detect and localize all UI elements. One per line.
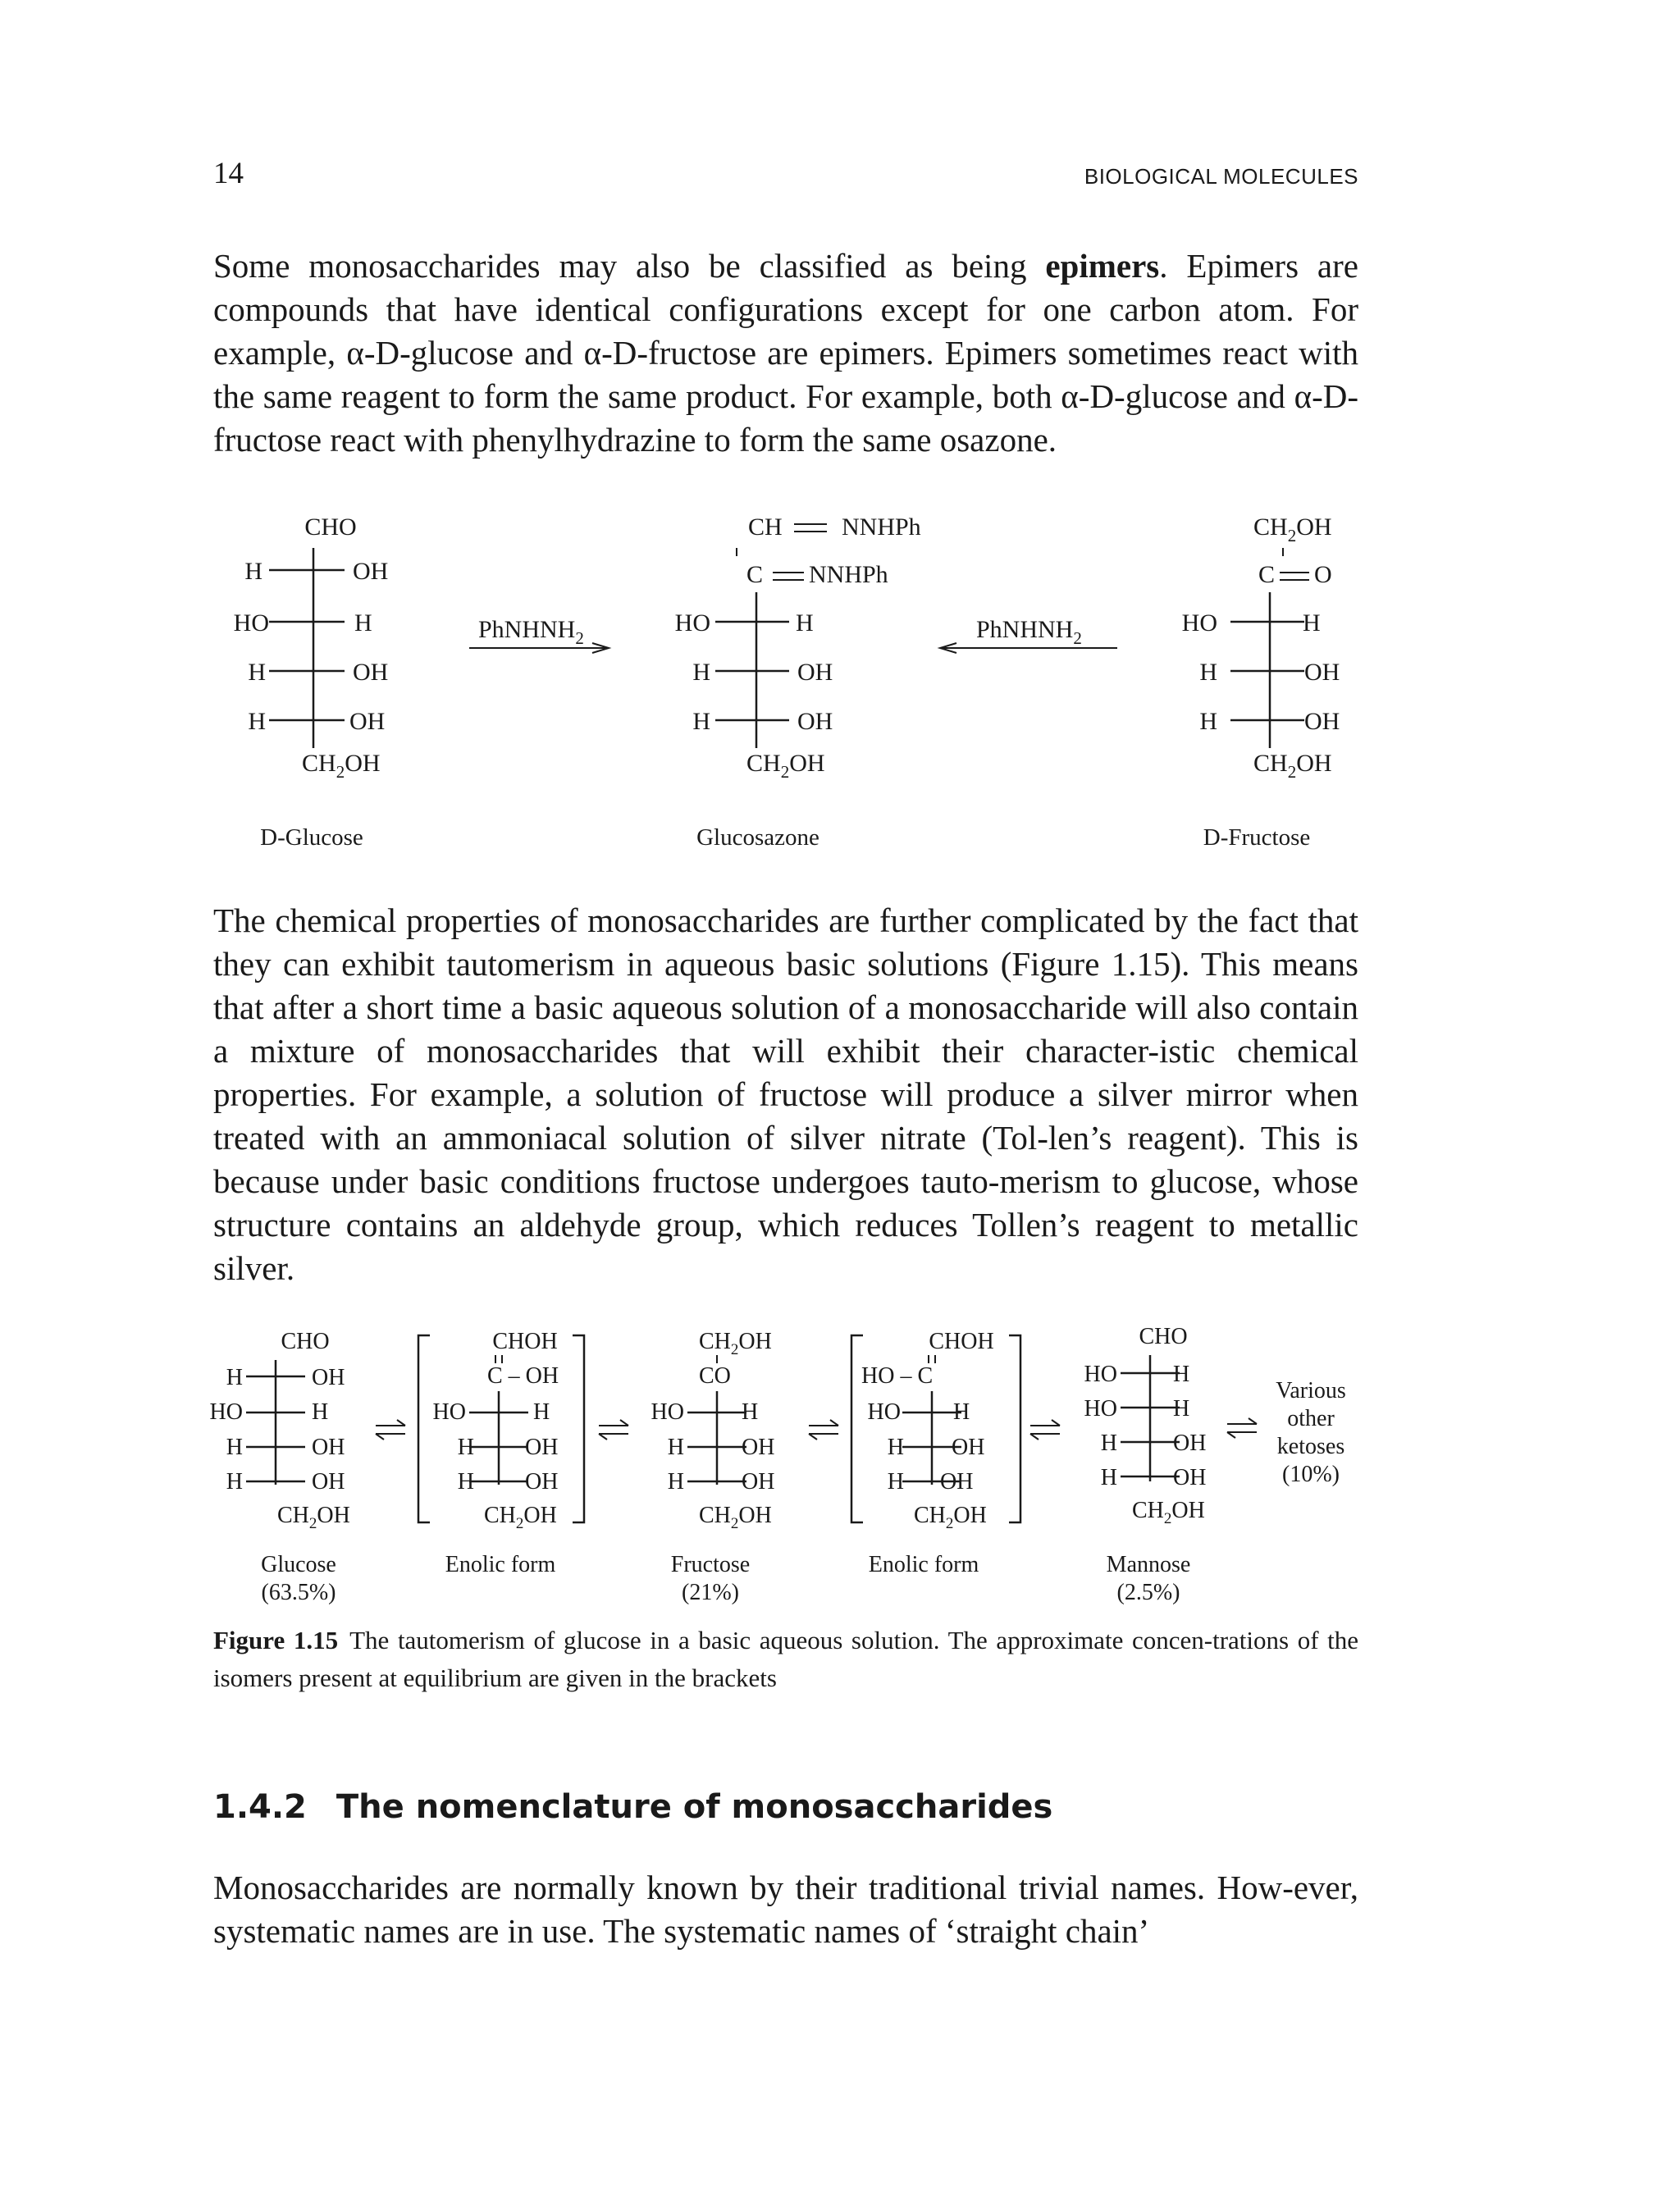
svg-text:OH: OH — [312, 1435, 345, 1460]
osazone-top2-right: NNHPh — [809, 561, 888, 588]
structure-glucosazone — [675, 513, 921, 851]
running-title: BIOLOGICAL MOLECULES — [1084, 164, 1358, 189]
svg-text:Glucose: Glucose — [261, 1552, 336, 1577]
equilibrium-arrow-2 — [599, 1420, 628, 1440]
equilibrium-arrow-4 — [1030, 1420, 1060, 1440]
svg-text:H: H — [667, 1469, 684, 1495]
glucose-c5-left: H — [248, 708, 266, 735]
glucose-c5-right: OH — [349, 708, 386, 735]
glucose-c3-right: H — [354, 609, 372, 637]
page-number: 14 — [213, 157, 244, 190]
svg-text:CH2OH: $CH_2OH$ — [699, 1329, 772, 1358]
fructose-c4-left: H — [1199, 659, 1217, 686]
svg-text:HO: HO — [1084, 1396, 1117, 1422]
svg-text:OH: OH — [952, 1435, 985, 1460]
svg-text:HO: HO — [651, 1399, 684, 1425]
svg-text:H: H — [667, 1435, 684, 1460]
svg-text:H: H — [226, 1469, 243, 1495]
fructose-carbonyl-o: O — [1314, 561, 1332, 588]
osazone-c3-right: H — [796, 609, 814, 637]
label-glucosazone: Glucosazone — [696, 824, 819, 851]
caption-text: The tautomerism of glucose in a basic aqueous solution. The approximate concen-trations of the isomers present at equilibrium are given in the brackets — [213, 1626, 1359, 1692]
svg-text:H: H — [457, 1435, 474, 1460]
svg-text:CH2OH: $CH_2OH$ — [699, 1503, 772, 1532]
fructose-c5-left: H — [1199, 708, 1217, 735]
section-number: 1.4.2 — [213, 1788, 307, 1826]
svg-text:Enolic form: Enolic form — [445, 1552, 556, 1577]
paragraph-tautomerism — [213, 899, 1358, 1290]
osazone-c5-right: OH — [797, 708, 833, 735]
fructose-bottom: $CH_2OH$ — [1253, 750, 1332, 782]
osazone-top1-right: NNHPh — [842, 513, 921, 541]
osazone-top1: CH — [748, 513, 783, 541]
svg-text:H: H — [887, 1469, 904, 1495]
svg-text:CHOH: CHOH — [929, 1329, 994, 1354]
svg-text:H: H — [312, 1399, 329, 1425]
svg-text:(63.5%): (63.5%) — [261, 1580, 336, 1605]
glucose-c4-left: H — [248, 659, 266, 686]
svg-text:OH: OH — [1173, 1431, 1207, 1456]
equilibrium-arrow-5 — [1227, 1418, 1257, 1438]
svg-text:OH: OH — [525, 1469, 559, 1495]
caption-label: Figure 1.15 — [213, 1626, 339, 1654]
svg-text:Various: Various — [1276, 1378, 1346, 1403]
fig-enolic-form-1 — [418, 1329, 584, 1577]
svg-text:CHOH: CHOH — [492, 1329, 558, 1354]
osazone-c3-left: HO — [674, 609, 710, 637]
glucose-bottom: $CH_2OH$ — [302, 750, 381, 782]
structure-d-fructose — [1182, 513, 1340, 851]
svg-text:HO: HO — [867, 1399, 901, 1425]
para1-start: Some monosaccharides may also be classified as being — [213, 247, 1046, 285]
fructose-c4-right: OH — [1304, 659, 1340, 686]
osazone-c5-left: H — [692, 708, 710, 735]
svg-text:OH: OH — [940, 1469, 974, 1495]
svg-text:OH: OH — [742, 1435, 775, 1460]
svg-text:PhNHNH2: PhNHNH$_2$ — [976, 616, 1082, 648]
svg-text:other: other — [1287, 1406, 1335, 1431]
label-d-fructose: D-Fructose — [1203, 824, 1311, 851]
section-title: The nomenclature of monosaccharides — [336, 1788, 1053, 1826]
reaction-arrow-reverse — [940, 616, 1117, 653]
fig-mannose — [1084, 1324, 1207, 1605]
glucose-c2-left: H — [244, 558, 262, 585]
fructose-c3-right: H — [1303, 609, 1321, 637]
svg-text:CH2OH: $CH_2OH$ — [1132, 1498, 1205, 1527]
svg-text:CH2OH: $CH_2OH$ — [277, 1503, 350, 1532]
svg-text:PhNHNH2: PhNHNH$_2$ — [478, 616, 584, 648]
svg-text:OH: OH — [1173, 1465, 1207, 1490]
figure-caption — [213, 1622, 1358, 1697]
fructose-top: $CH_2OH$ — [1253, 513, 1332, 545]
fructose-c3-left: HO — [1181, 609, 1217, 637]
figure-1-15 — [0, 1321, 1680, 1608]
svg-text:(21%): (21%) — [682, 1580, 739, 1605]
svg-text:CH2OH: $CH_2OH$ — [914, 1503, 987, 1532]
svg-text:H: H — [1173, 1362, 1190, 1387]
svg-text:H: H — [226, 1435, 243, 1460]
svg-text:HO – C: HO – C — [861, 1363, 934, 1389]
osazone-top2: C — [746, 561, 764, 588]
glucose-c3-left: HO — [233, 609, 269, 637]
svg-text:H: H — [953, 1399, 970, 1425]
svg-text:ketoses: ketoses — [1276, 1434, 1345, 1459]
svg-text:H: H — [533, 1399, 550, 1425]
equilibrium-arrow-1 — [376, 1420, 405, 1440]
osazone-c4-right: OH — [797, 659, 833, 686]
glucose-c2-right: OH — [353, 558, 389, 585]
svg-text:OH: OH — [525, 1435, 559, 1460]
svg-text:Mannose: Mannose — [1106, 1552, 1191, 1577]
fructose-c5-right: OH — [1304, 708, 1340, 735]
label-d-glucose: D-Glucose — [260, 824, 363, 851]
glucose-top: CHO — [304, 513, 357, 541]
svg-text:H: H — [226, 1365, 243, 1390]
svg-text:Enolic form: Enolic form — [868, 1552, 979, 1577]
svg-text:(2.5%): (2.5%) — [1116, 1580, 1180, 1605]
svg-text:HO: HO — [209, 1399, 243, 1425]
svg-text:OH: OH — [742, 1469, 775, 1495]
svg-text:CH2OH: $CH_2OH$ — [484, 1503, 557, 1532]
paragraph-epimers — [213, 244, 1358, 462]
svg-text:OH: OH — [312, 1365, 345, 1390]
fructose-carbonyl-c: C — [1258, 561, 1276, 588]
section-heading — [213, 1788, 1052, 1826]
svg-text:H: H — [1100, 1465, 1117, 1490]
structure-d-glucose — [234, 513, 389, 851]
svg-text:CHO: CHO — [1139, 1324, 1188, 1349]
paragraph-nomenclature — [213, 1866, 1358, 1953]
osazone-bottom: $CH_2OH$ — [746, 750, 825, 782]
svg-text:H: H — [887, 1435, 904, 1460]
reaction-arrow-forward — [469, 616, 609, 653]
svg-text:H: H — [457, 1469, 474, 1495]
svg-text:CHO: CHO — [281, 1329, 330, 1354]
glucose-c4-right: OH — [353, 659, 389, 686]
svg-text:OH: OH — [312, 1469, 345, 1495]
svg-text:HO: HO — [1084, 1362, 1117, 1387]
fig-other-ketoses — [1276, 1378, 1346, 1487]
svg-text:H: H — [742, 1399, 759, 1425]
svg-text:C – OH: C – OH — [487, 1363, 559, 1389]
fig-enolic-form-2 — [851, 1329, 1020, 1577]
svg-text:H: H — [1173, 1396, 1190, 1422]
fig-glucose — [210, 1329, 350, 1605]
svg-text:HO: HO — [432, 1399, 466, 1425]
para2-text: The chemical properties of monosaccharides are further complicated by the fact that they can exhibit tautomerism in aqueous basic solutions (Figure 1.15). This means that after a short time a basic aqueous solution of a monosaccharide will also contain a mixture of monosaccharides that will exhibit their character-istic chemical properties. For example, a solution of fructose will produce a silver mirror when treated with an ammoniacal solution of silver nitrate (Tol-len’s reagent). This is because under basic conditions fructose undergoes tauto-merism to glucose, whose structure contains an aldehyde group, which reduces Tollen’s reagent to metallic silver. — [213, 901, 1358, 1287]
svg-text:CO: CO — [699, 1363, 731, 1389]
svg-text:(10%): (10%) — [1282, 1462, 1340, 1487]
equilibrium-arrow-3 — [809, 1420, 838, 1440]
para1-rest: . Epimers are compounds that have identical configurations except for one carbon atom. For example, α-D-glucose and α-D-fructose are epimers. Epimers sometimes react with the same reagent to form the same product. For example, both α-D-glucose and α-D-fructose react with phenylhydrazine to form the same osazone. — [213, 247, 1358, 459]
svg-text:H: H — [1100, 1431, 1117, 1456]
para3-text: Monosaccharides are normally known by their traditional trivial names. How-ever, systematic names are in use. The systematic names of ‘straight chain’ — [213, 1869, 1358, 1950]
osazone-scheme — [0, 500, 1680, 853]
svg-text:Fructose: Fructose — [670, 1552, 751, 1577]
fig-fructose — [651, 1329, 775, 1605]
osazone-c4-left: H — [692, 659, 710, 686]
term-epimers: epimers — [1045, 247, 1160, 285]
